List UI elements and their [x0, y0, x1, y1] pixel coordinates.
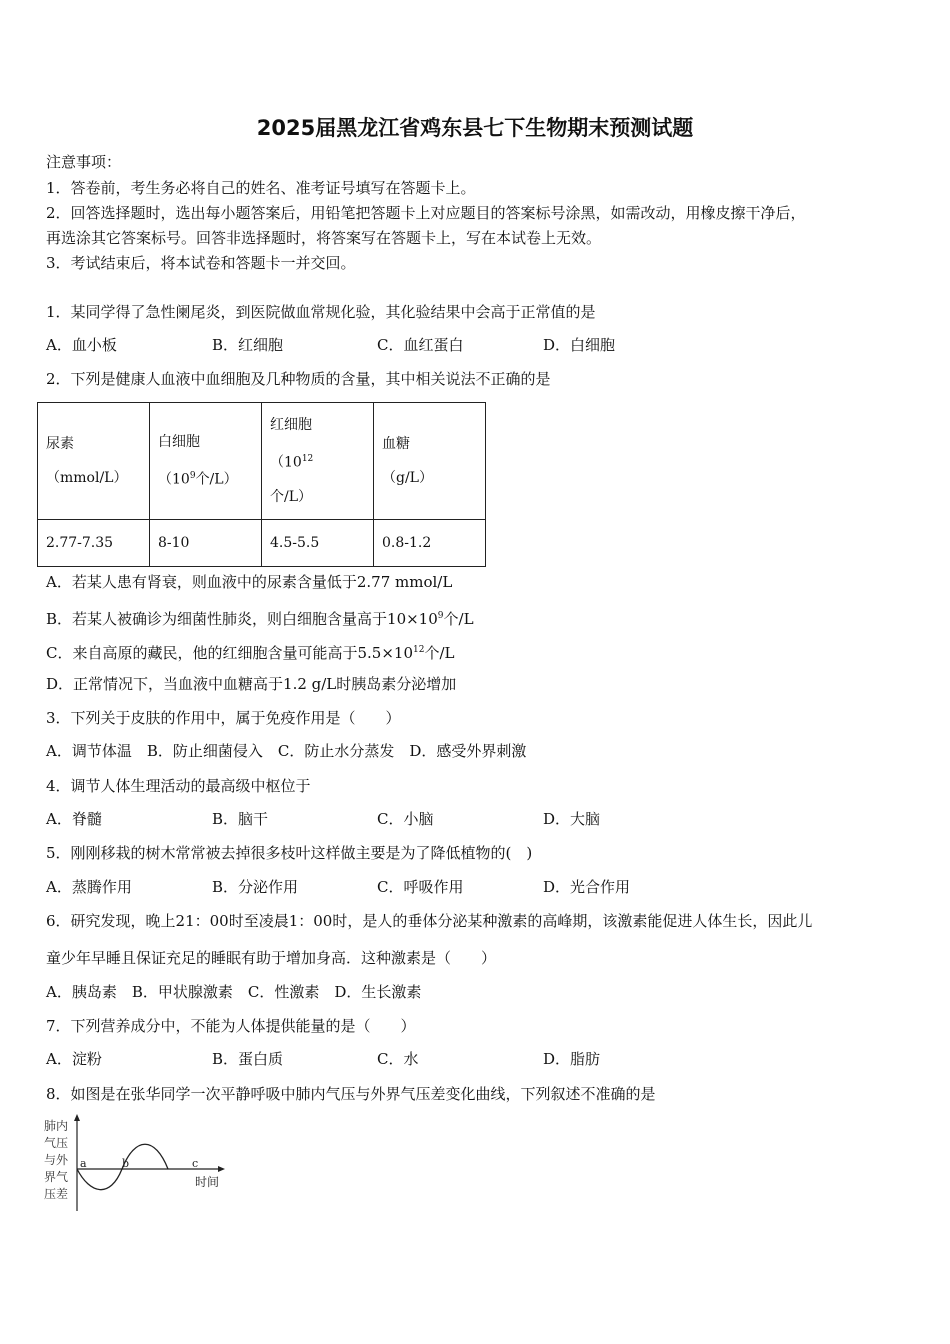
option-d[interactable]: D．脂肪	[543, 1050, 601, 1068]
table-cell: 8-10	[150, 520, 262, 567]
question-8-stem: 8．如图是在张华同学一次平静呼吸中肺内气压与外界气压差变化曲线，下列叙述不准确的是	[46, 1085, 656, 1103]
option-c[interactable]: C．水	[377, 1050, 419, 1068]
option-b[interactable]: B．分泌作用	[212, 878, 299, 896]
option-a[interactable]: A．淀粉	[46, 1050, 102, 1068]
table-row	[38, 520, 486, 567]
table-cell: 4.5-5.5	[262, 520, 374, 567]
y-axis-label: 压差	[44, 1187, 69, 1201]
header-glucose: 血糖 （g/L）	[374, 403, 486, 520]
point-a-label: a	[80, 1157, 87, 1170]
option-a[interactable]: A．蒸腾作用	[46, 878, 132, 896]
table-cell: 2.77-7.35	[38, 520, 150, 567]
notice-item: 再选涂其它答案标号。回答非选择题时，将答案写在答题卡上，写在本试卷上无效。	[46, 229, 602, 247]
option-c[interactable]: C．小脑	[377, 810, 434, 828]
header-wbc: 白细胞 （$10^9$个/L）	[150, 403, 262, 520]
option-d[interactable]: D．光合作用	[543, 878, 631, 896]
question-4-stem: 4．调节人体生理活动的最高级中枢位于	[46, 777, 311, 795]
point-b-label: b	[122, 1157, 130, 1170]
notice-item: 3．考试结束后，将本试卷和答题卡一并交回。	[46, 254, 356, 272]
option-d[interactable]: D．白细胞	[543, 336, 616, 354]
y-axis-arrow	[74, 1114, 80, 1121]
point-c-label: c	[192, 1157, 199, 1170]
option-c[interactable]: C．来自高原的藏民，他的红细胞含量可能高于$5.5\times 10^{12}$个/L	[46, 644, 455, 662]
table-header-row	[38, 403, 486, 520]
header-rbc: 红细胞 （$10^{12}$ 个/L）	[262, 403, 374, 520]
y-axis-label: 气压	[44, 1136, 69, 1150]
question-1-options	[46, 335, 746, 355]
notice-heading: 注意事项：	[46, 153, 122, 171]
option-b[interactable]: B．红细胞	[212, 336, 284, 354]
option-d[interactable]: D．正常情况下，当血液中血糖高于1.2 g/L时胰岛素分泌增加	[46, 675, 457, 693]
table-cell: 0.8-1.2	[374, 520, 486, 567]
question-6-stem: 6．研究发现，晚上21：00时至凌晨1：00时，是人的垂体分泌某种激素的高峰期，该激素能促进人体生长，因此儿	[46, 912, 813, 930]
option-c[interactable]: C．血红蛋白	[377, 336, 464, 354]
question-2-stem: 2．下列是健康人血液中血细胞及几种物质的含量，其中相关说法不正确的是	[46, 370, 551, 388]
question-4-options	[46, 809, 746, 829]
y-axis-label: 与外	[44, 1153, 69, 1167]
blood-content-table	[37, 402, 486, 567]
notice-item: 1．答卷前，考生务必将自己的姓名、准考证号填写在答题卡上。	[46, 179, 476, 197]
header-urea: 尿素 （mmol/L）	[38, 403, 150, 520]
y-axis-label: 肺内	[44, 1119, 69, 1133]
option-a[interactable]: A．若某人患有肾衰，则血液中的尿素含量低于2.77 mmol/L	[46, 573, 453, 591]
question-3-options[interactable]: A．调节体温 B．防止细菌侵入 C．防止水分蒸发 D．感受外界刺激	[46, 742, 527, 760]
option-a[interactable]: A．脊髓	[46, 810, 102, 828]
x-axis-label: 时间	[195, 1175, 220, 1189]
question-7-stem: 7．下列营养成分中，不能为人体提供能量的是（ ）	[46, 1017, 416, 1035]
option-b[interactable]: B．若某人被确诊为细菌性肺炎，则白细胞含量高于$10\times 10^9$个/L	[46, 610, 474, 628]
option-b[interactable]: B．蛋白质	[212, 1050, 284, 1068]
question-1-stem: 1．某同学得了急性阑尾炎，到医院做血常规化验，其化验结果中会高于正常值的是	[46, 303, 596, 321]
notice-item: 2．回答选择题时，选出每小题答案后，用铅笔把答题卡上对应题目的答案标号涂黑，如需改动，用橡皮擦干净后，	[46, 204, 806, 222]
page-title: 2025届黑龙江省鸡东县七下生物期末预测试题	[256, 116, 694, 140]
option-b[interactable]: B．脑干	[212, 810, 269, 828]
question-7-options	[46, 1049, 746, 1069]
question-6-options[interactable]: A．胰岛素 B．甲状腺激素 C．性激素 D．生长激素	[46, 983, 422, 1001]
option-a[interactable]: A．血小板	[46, 336, 117, 354]
option-c[interactable]: C．呼吸作用	[377, 878, 464, 896]
y-axis-label: 界气	[44, 1170, 69, 1184]
question-5-stem: 5．刚刚移栽的树木常常被去掉很多枝叶这样做主要是为了降低植物的( )	[46, 844, 533, 862]
question-6-stem-cont: 童少年早睡且保证充足的睡眠有助于增加身高．这种激素是（ ）	[46, 949, 497, 967]
pressure-difference-graph	[40, 1114, 230, 1214]
question-3-stem: 3．下列关于皮肤的作用中，属于免疫作用是（ ）	[46, 709, 401, 727]
option-d[interactable]: D．大脑	[543, 810, 601, 828]
x-axis-arrow	[218, 1166, 225, 1172]
question-5-options	[46, 877, 746, 897]
